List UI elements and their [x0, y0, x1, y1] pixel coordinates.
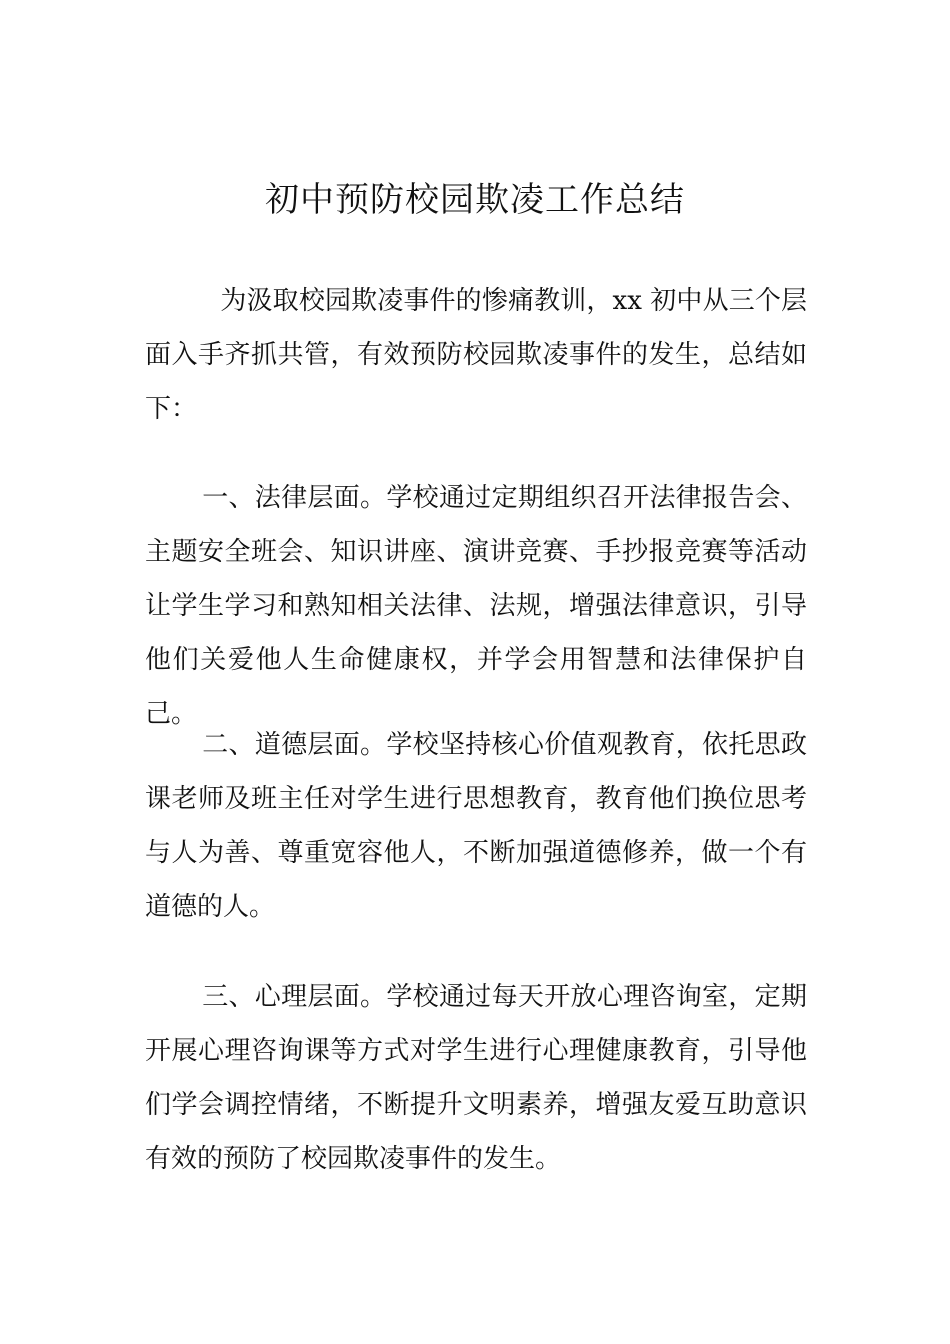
moral-level-paragraph: 二、道德层面。学校坚持核心价值观教育，依托思政课老师及班主任对学生进行思想教育，教育他们换位思考与人为善、尊重宽容他人，不断加强道德修养，做一个有道德的人。 [145, 730, 807, 922]
psychological-level-paragraph: 三、心理层面。学校通过每天开放心理咨询室，定期开展心理咨询课等方式对学生进行心理健康教育，引导他们学会调控情绪，不断提升文明素养，增强友爱互助意识有效的预防了校园欺凌事件的发生。 [145, 982, 807, 1174]
intro-paragraph: 为汲取校园欺凌事件的惨痛教训，xx 初中从三个层面入手齐抓共管，有效预防校园欺凌事件的发生，总结如下： [145, 286, 807, 424]
document-title: 初中预防校园欺凌工作总结 [265, 180, 685, 220]
legal-level-paragraph: 一、法律层面。学校通过定期组织召开法律报告会、主题安全班会、知识讲座、演讲竞赛、手抄报竞赛等活动让学生学习和熟知相关法律、法规，增强法律意识，引导他们关爱他人生命健康权，并学会用智慧和法律保护自己。 [145, 483, 807, 729]
